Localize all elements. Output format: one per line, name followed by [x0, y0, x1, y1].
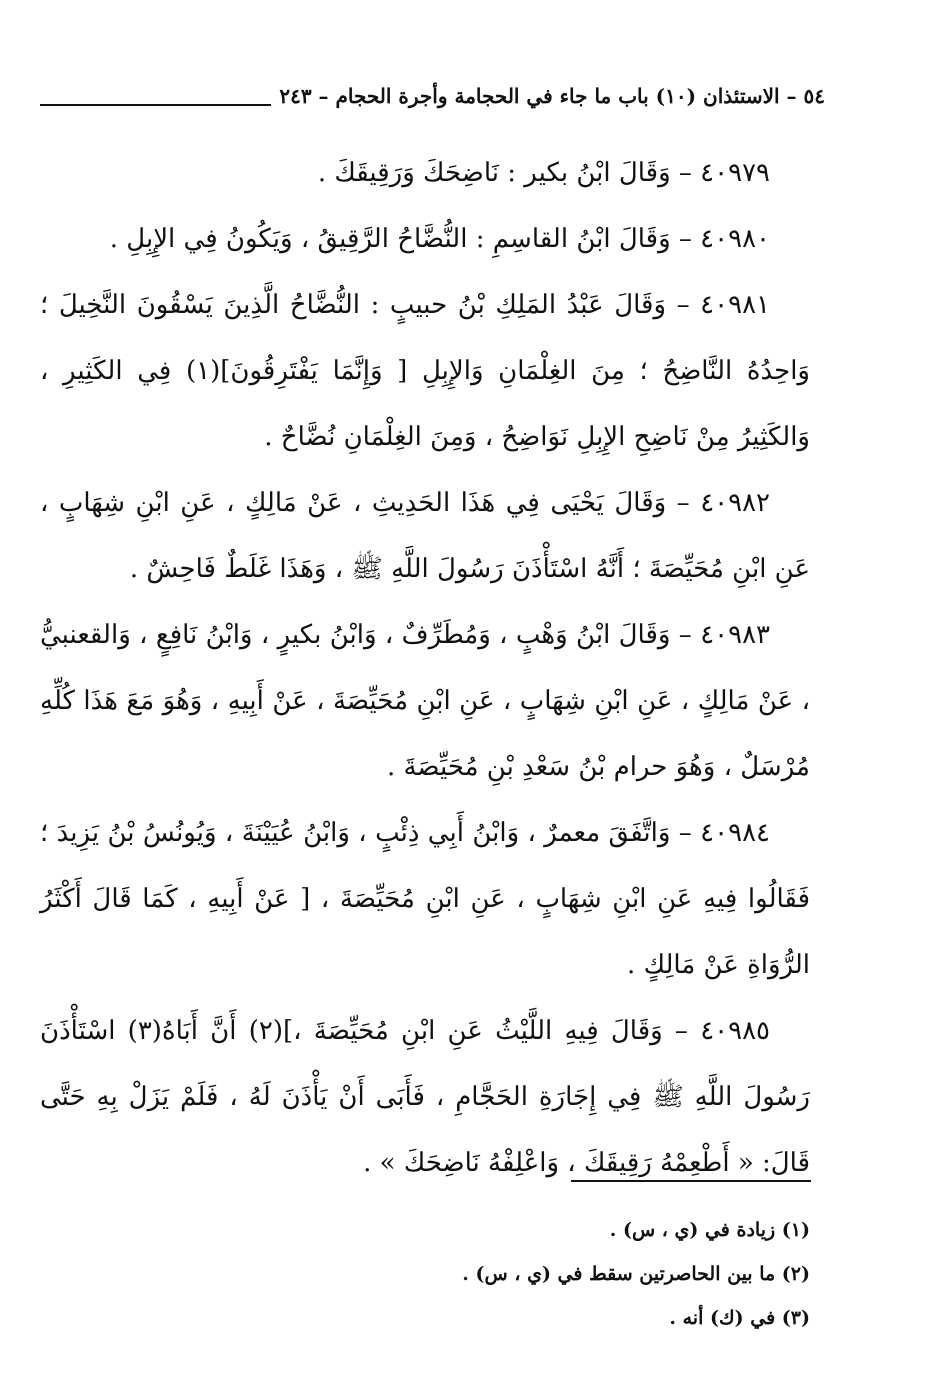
paragraph-number: ٤٠٩٨٢	[700, 488, 771, 518]
header-rule	[40, 104, 271, 106]
paragraph-number: ٤٠٩٨٣	[700, 620, 771, 650]
paragraph-text: – وَاتَّفَقَ معمرٌ ، وَابْنُ أَبِي ذِئْبٍ ، وَابْنُ عُيَيْنَةَ ، وَيُونُسُ بْنُ يَزِيدَ ؛ فَقَالُوا فِيهِ عَنِ ابْنِ شِهَابٍ ، عَنِ ابْنِ مُحَيِّصَةَ ، [ عَنْ أَبِيهِ ، كَمَا قَالَ أَكْثَرُ الرُّوَاةِ عَنْ مَالِكٍ .	[40, 818, 810, 980]
paragraph-number: ٤٠٩٨٠	[700, 224, 770, 254]
paragraph-number: ٤٠٩٨٥	[700, 1016, 771, 1046]
footnote-1: (١) زيادة في (ي ، س) .	[609, 1219, 810, 1241]
paragraph-40982	[40, 470, 810, 602]
paragraph-40983	[40, 602, 810, 800]
paragraph-number: ٤٠٩٨٤	[700, 818, 770, 848]
paragraph-number: ٤٠٩٨١	[700, 290, 770, 320]
paragraph-text: – وَقَالَ ابْنُ وَهْبٍ ، وَمُطَرِّفٌ ، وَابْنُ بكيرٍ ، وَابْنُ نَافِعٍ ، وَالقعنبيُّ ، عَنْ مَالِكٍ ، عَنِ ابْنِ شِهَابٍ ، عَنِ ابْنِ مُحَيِّصَةَ ، عَنْ أَبِيهِ ، وَهُوَ مَعَ هَذَا كُلِّهِ مُرْسَلٌ ، وَهُوَ حرام بْنُ سَعْدِ بْنِ مُحَيِّصَةَ .	[40, 620, 810, 782]
main-text	[40, 140, 810, 1196]
paragraph-40981	[40, 272, 810, 470]
footnote-3: (٣) في (ك) أنه .	[669, 1307, 810, 1329]
paragraph-40984	[40, 800, 810, 998]
paragraph-40985	[40, 998, 810, 1196]
paragraph-40979	[40, 140, 810, 206]
running-header	[40, 72, 825, 112]
paragraph-40980	[40, 206, 810, 272]
footnotes	[40, 1208, 810, 1340]
footnote-rule	[571, 1180, 811, 1182]
paragraph-text: – وَقَالَ ابْنُ القاسِمِ : النُّضَّاحُ الرَّقِيقُ ، وَيَكُونُ فِي الإِبِلِ .	[109, 224, 692, 254]
paragraph-number: ٤٠٩٧٩	[700, 158, 770, 188]
paragraph-text: – وَقَالَ فِيهِ اللَّيْثُ عَنِ ابْنِ مُحَيِّصَةَ ،](٢) أَنَّ أَبَاهُ(٣) اسْتَأْذَنَ رَسُولَ اللَّهِ ﷺ فِي إِجَارَةِ الحَجَّامِ ، فَأَبَى أَنْ يَأْذَنَ لَهُ ، فَلَمْ يَزَلْ بِهِ حَتَّى قَالَ: « أَطْعِمْهُ رَقِيقَكَ ، وَاعْلِفْهُ نَاضِحَكَ » .	[40, 1016, 810, 1178]
footnote-2: (٢) ما بين الحاصرتين سقط في (ي ، س) .	[462, 1263, 810, 1285]
paragraph-text: – وَقَالَ ابْنُ بكير : نَاضِحَكَ وَرَقِيقَكَ .	[317, 158, 692, 188]
paragraph-text: – وَقَالَ عَبْدُ المَلِكِ بْنُ حبيبٍ : النُّضَّاحُ الَّذِينَ يَسْقُونَ النَّخِيلَ ؛ وَاحِدُهُ النَّاضِحُ ؛ مِنَ الغِلْمَانِ وَالإِبِلِ [ وَإِنَّمَا يَفْتَرِقُونَ](١) فِي الكَثِيرِ ، وَالكَثِيرُ مِنْ نَاضِحِ الإِبِلِ نَوَاضِحُ ، وَمِنَ الغِلْمَانِ نُضَّاحٌ .	[40, 290, 810, 452]
paragraph-text: – وَقَالَ يَحْيَى فِي هَذَا الحَدِيثِ ، عَنْ مَالِكٍ ، عَنِ ابْنِ شِهَابٍ ، عَنِ ابْنِ مُحَيِّصَةَ ؛ أَنَّهُ اسْتَأْذَنَ رَسُولَ اللَّهِ ﷺ ، وَهَذَا غَلَطٌ فَاحِشٌ .	[40, 488, 810, 584]
running-title: ٥٤ – الاستئذان (١٠) باب ما جاء في الحجامة وأجرة الحجام – ٢٤٣	[279, 84, 825, 108]
